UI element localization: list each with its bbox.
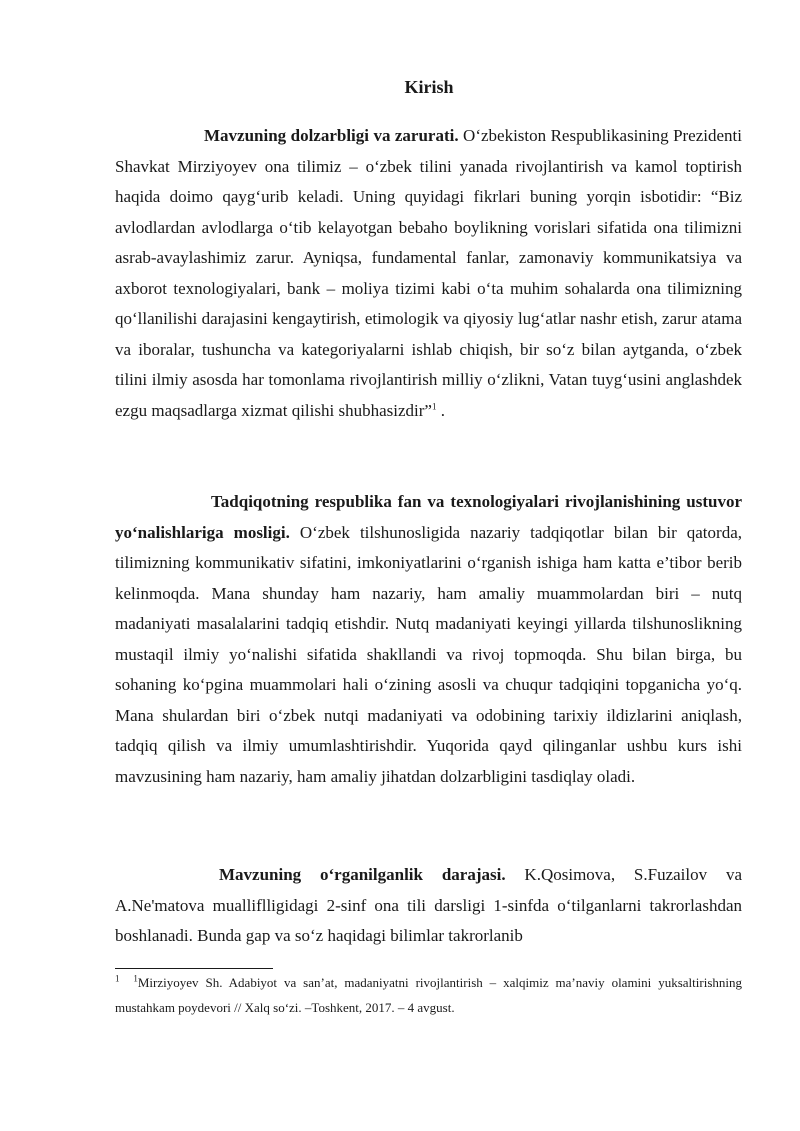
footnote-separator bbox=[115, 968, 273, 969]
paragraph-text: K.Qosimova, S.Fuzailov va A.Ne'matova mualliflligidagi 2-sinf ona tili darsligi 1-sinfda o‘tilganlarni takrorlashdan boshlanadi. Bunda gap va so‘z haqidagi bilimlar takrorlanib bbox=[115, 865, 743, 945]
footnote-mark: 1 bbox=[133, 973, 138, 984]
footnote-text: Mirziyoyev Sh. Adabiyot va san’at, madaniyatni rivojlantirish – xalqimiz ma’naviy olamini yuksaltirishning mustahkam poydevori // Xalq so‘zi. –Toshkent, 2017. – 4 avgust. bbox=[115, 975, 742, 1015]
footnote-number: 1 bbox=[115, 973, 120, 984]
paragraph-heading: Mavzuning dolzarbligi va zarurati. bbox=[204, 126, 459, 145]
paragraph-text: O‘zbekiston Respublikasining Prezidenti Shavkat Mirziyoyev ona tilimiz – o‘zbek tilini yanada rivojlantirish va kamol toptirish haqida doimo qayg‘urib keladi. Uning quyidagi fikrlari buning yorqin isbotidir: “Biz avlodlardan avlodlarga o‘tib kelayotgan bebaho boylikning vorislari sifatida ona tilimizni asrab-avaylashimiz zarur. Ayniqsa, fundamental fanlar, zamonaviy kommunikatsiya va axborot texnologiyalari, bank – moliya tizimi kabi o‘ta muhim sohalarda ona tilimizning qo‘llanilishi darajasini kengaytirish, etimologik va qiyosiy lug‘atlar nashr etish, zarur atama va iboralar, tushuncha va kategoriyalarni ishlab chiqish, bir so‘z bilan aytganda, o‘zbek tilini ilmiy asosda har tomonlama rivojlantirish milliy o‘zlikni, Vatan tuyg‘usini anglashdek ezgu maqsadlarga xizmat qilishi shubhasizdir” bbox=[115, 126, 742, 420]
paragraph-relevance bbox=[115, 121, 742, 426]
paragraph-tail: . bbox=[436, 400, 445, 420]
footnote bbox=[115, 970, 742, 1020]
footnote-reference[interactable]: 1 bbox=[431, 400, 437, 411]
paragraph-study-degree bbox=[115, 860, 742, 952]
paragraph-text: O‘zbek tilshunosligida nazariy tadqiqotlar bilan bir qatorda, tilimizning kommunikativ sifatini, imkoniyatlarini o‘rganish ishiga ham katta e’tibor berib kelinmoqda. Mana shunday ham nazariy, ham amaliy muammolardan biri – nutq madaniyati masalalarini tadqiq etishdir. Nutq madaniyati keyingi yillarda tilshunoslikning mustaqil ilmiy yo‘nalishi sifatida shakllandi va rivoj topmoqda. Shu bilan birga, bu sohaning ko‘pgina muammolari hali o‘zining asosli va chuqur tadqiqini topganicha yo‘q. Mana shulardan biri o‘zbek nutqi madaniyati va odobining tarixiy ildizlarini aniqlash, tadqiq qilish va ilmiy umumlashtirishdir. Yuqorida qayd qilinganlar ushbu kurs ishi mavzusining ham nazariy, ham amaliy jihatdan dolzarbligini tasdiqlay oladi. bbox=[115, 522, 742, 786]
paragraph-priority bbox=[115, 487, 742, 792]
page-title: Kirish bbox=[404, 77, 454, 97]
paragraph-heading: Tadqiqotning respublika fan va texnologiyalari rivojlanishining ustuvor yo‘nalishlariga mosligi. bbox=[115, 492, 742, 542]
paragraph-heading: Mavzuning o‘rganilganlik darajasi. bbox=[219, 865, 506, 884]
